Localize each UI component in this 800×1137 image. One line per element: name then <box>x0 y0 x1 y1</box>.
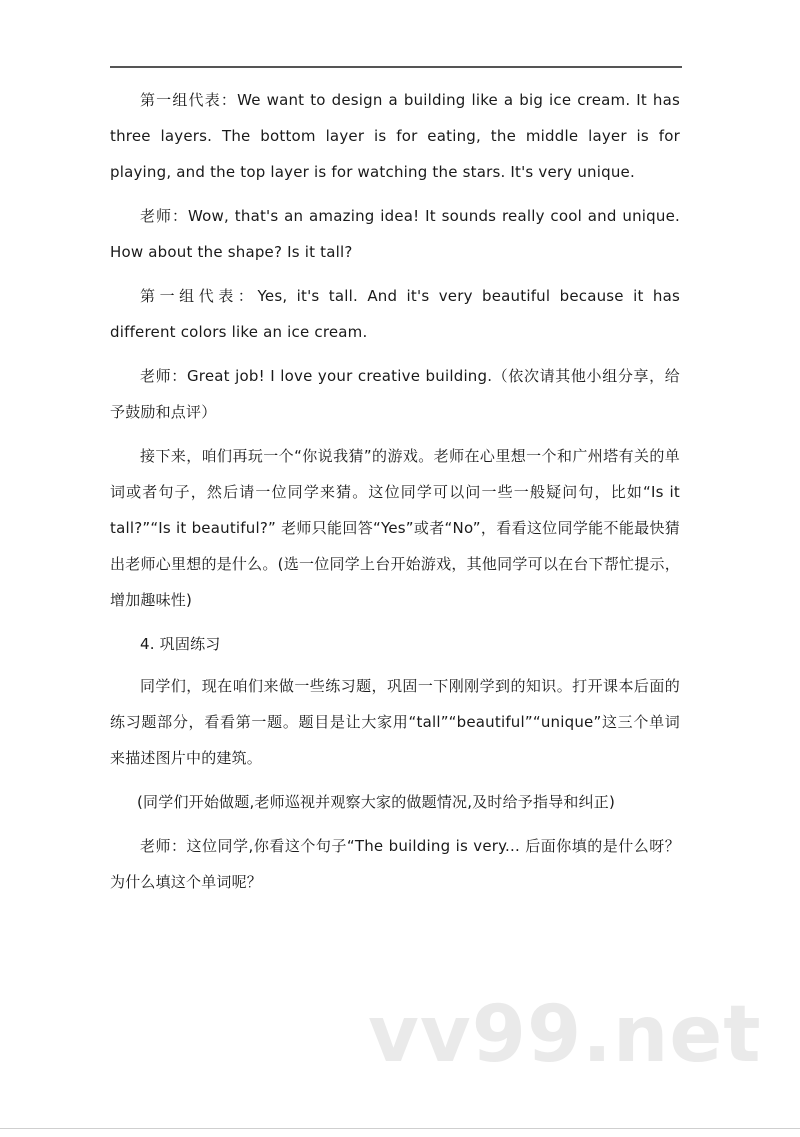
section-heading <box>110 626 680 662</box>
footer-rule <box>0 1128 800 1129</box>
watermark: vv99.net <box>368 990 762 1080</box>
document-body <box>110 82 680 908</box>
paragraph-text: 同学们，现在咱们来做一些练习题，巩固一下刚刚学到的知识。打开课本后面的练习题部分，看看第一题。题目是让大家用“tall”“beautiful”“unique”这三个单词来描述图片中的建筑。 <box>110 677 680 767</box>
game-paragraph <box>110 438 680 618</box>
speaker-label: 老师： <box>140 837 187 855</box>
dialogue-text: 这位同学,你看这个句子“The building is very... 后面你填的是什么呀？为什么填这个单词呢？ <box>110 837 680 891</box>
exercise-paragraph <box>110 668 680 776</box>
dialogue-text: We want to design a building like a big ice cream. It has three layers. The bottom layer is for eating, the middle layer is for playing, and the top layer is for watching the stars. It's very unique. <box>110 91 681 181</box>
dialogue-paragraph <box>110 828 680 900</box>
dialogue-paragraph <box>110 278 680 350</box>
stage-direction <box>110 784 680 820</box>
dialogue-text: Yes, it's tall. And it's very beautiful because it has different colors like an ice cream. <box>110 287 681 341</box>
speaker-label: 老师： <box>140 207 189 225</box>
speaker-label: 老师： <box>140 367 187 385</box>
dialogue-paragraph <box>110 82 680 190</box>
dialogue-text: Great job! I love your creative building.（依次请其他小组分享，给予鼓励和点评） <box>110 367 680 421</box>
header-rule <box>110 66 682 68</box>
paragraph-text: (同学们开始做题,老师巡视并观察大家的做题情况,及时给予指导和纠正) <box>137 793 616 811</box>
dialogue-paragraph <box>110 198 680 270</box>
dialogue-text: Wow, that's an amazing idea! It sounds really cool and unique. How about the shape? Is it tall? <box>110 207 680 261</box>
paragraph-text: 接下来，咱们再玩一个“你说我猜”的游戏。老师在心里想一个和广州塔有关的单词或者句子，然后请一位同学来猜。这位同学可以问一些一般疑问句，比如“Is it tall?”“Is it beautiful?” 老师只能回答“Yes”或者“No”，看看这位同学能不能最快猜出老师心里想的是什么。(选一位同学上台开始游戏，其他同学可以在台下帮忙提示，增加趣味性) <box>110 447 680 609</box>
section-heading-text: 4. 巩固练习 <box>140 635 221 653</box>
dialogue-paragraph <box>110 358 680 430</box>
speaker-label: 第一组代表： <box>140 287 258 305</box>
speaker-label: 第一组代表： <box>140 91 238 109</box>
